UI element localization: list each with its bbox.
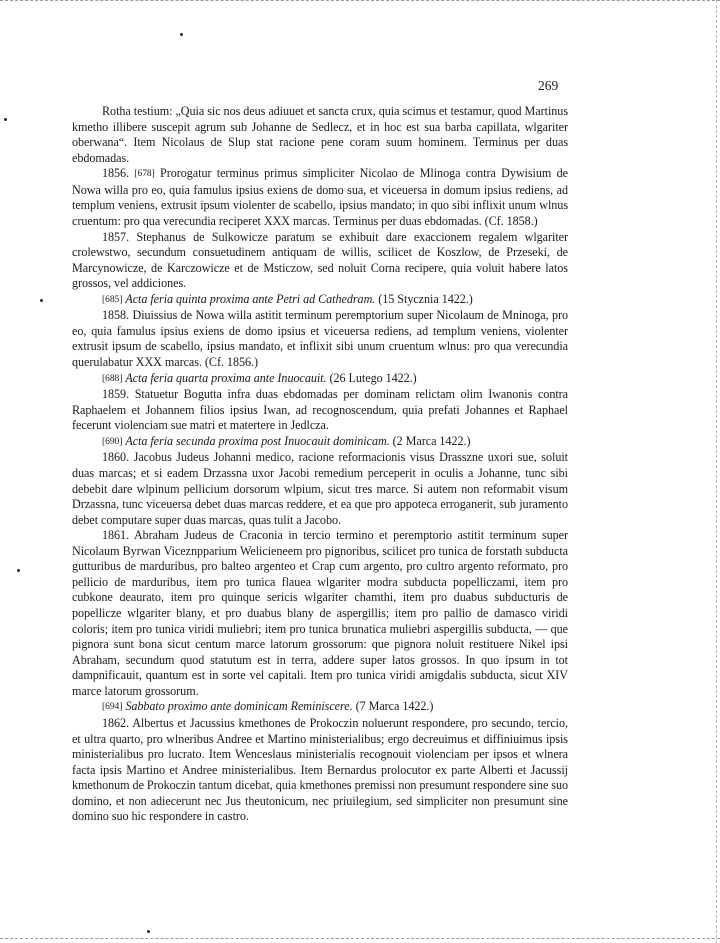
entry-text: Stephanus de Sulkowicze paratum se exhibuit dare exaccionem regalem wlgariter crolewstwo, secundum consuetudinem antiquam de willis, scilicet de Koszlow, de Przeseki, de Marcynowicze, de Karczowicze et de Msticzow, sed noluit Corna recipere, quia voluit habere latos grossos, vel addiciones. [72,229,568,291]
session-heading [72,434,568,451]
session-date: (26 Lutego 1422.) [329,370,417,385]
entry-reference: [678] [134,169,155,180]
entry-text: Jacobus Judeus Johanni medico, racione reformacionis visus Drasszne uxori sue, soluit duas marcas; et si eadem Drzassna uxor Jacobi remedium perceperit in oculis a Johanne, tunc sibi debebit dare wlpinum pellicium dorsorum wlpium, sicut tres marce. Si autem non reformabit visum Drzassna, tunc viceuersa debet duas marcas reddere, et ea que pro appoteca erroganerit, sub juramento debet computare super duas marcas, quas tulit a Jacobo. [72,450,568,527]
session-label: [685] [102,294,123,305]
entry-paragraph [72,308,568,370]
page-number: 269 [538,78,559,93]
entry-paragraph [72,528,568,699]
session-label: [694] [102,702,123,713]
entry-paragraph [72,450,568,528]
session-title: Acta feria quinta proxima ante Petri ad Cathedram. [125,291,376,306]
entry-number: 1861. [102,528,130,543]
entry-paragraph [72,716,568,825]
scan-edge-right [716,0,719,943]
session-label: [688] [102,373,123,384]
entry-number: 1856. [102,166,130,181]
scan-speck [4,118,7,121]
entry-paragraph [72,230,568,292]
entry-text: Diuissius de Nowa willa astitit terminum peremptorium super Nicolaum de Mninoga, pro eo, quia famulus ipsius exiens de domo ipsius et viceuersa rediens, ad templum veniens, violenter extrusit ipsum de scabello, ipsius mandato, et inflixit sibi unum cruentum wlnus: pro qua verecundia querulabatur XXX marcas. (Cf. 1856.) [72,308,568,369]
document-body [72,104,568,825]
scan-speck [17,569,20,572]
session-title: Acta feria quarta proxima ante Inuocauit. [125,370,327,385]
entry-text: Rotha testium: „Quia sic nos deus adiuuet et sancta crux, quia scimus et testamur, quod Martinus kmetho illibere suscepit agrum sub Johanne de Sedlecz, et in hoc est sua barba capillata, wlgariter oberwana“. Item Nicolaus de Slup stat racione pene coram suum hominem. Terminus per duas ebdomadas. [72,104,568,165]
session-date: (7 Marca 1422.) [355,699,434,714]
entry-paragraph [72,166,568,229]
session-heading [72,371,568,388]
entry-number: 1862. [102,715,130,730]
scan-edge-top [0,0,720,3]
entry-text: Prorogatur terminus primus simpliciter Nicolao de Mlinoga contra Dywisium de Nowa willa pro eo, quia famulus ipsius exiens de domo sua, et viceuersa in domum ipsius rediens, ad templum veniens, extrusit ipsum violenter de scabello, ipsius mandato; in quo sibi inflixit unum wlnus cruentum: pro qua verecundia reciperet XXX marcas. Terminus per duas ebdomadas. (Cf. 1858.) [72,166,568,228]
entry-number: 1857. [102,229,130,244]
entry-number: 1859. [102,387,130,402]
scan-speck [180,33,183,36]
entry-text: Albertus et Jacussius kmethones de Prokoczin noluerunt respondere, pro secundo, tercio, et ultra quarto, pro wlneribus Andree et Martino ministerialibus; ergo decreuimus et diffiniuimus ipsis ministerialibus pro lucrato. Item Wenceslaus ministerialis recognouit violenciam per ipsos et wlnera facta ipsis Martino et Andree ministerialibus. Item Bernardus prolocutor ex parte Alberti et Jacussij kmethonum de Prokoczin tantum dicebat, quia kmethones premissi non presumunt respondere sine suo domino, et non adiecerunt nec Jus theutonicum, nec priuilegium, sed simpliciter non presumunt sine domino suo hic respondere in castro. [72,715,568,824]
scan-speck [40,299,43,302]
entry-text: Statuetur Bogutta infra duas ebdomadas per dominam relictam olim Iwanonis contra Raphaelem et Johannem filios ipsius Iwan, ad recognoscendum, quia prefati Johannes et Raphael fecerunt violenciam sue matri et matertere in Jedlcza. [72,387,568,433]
entry-text: Abraham Judeus de Craconia in tercio termino et peremptorio astitit terminum super Nicolaum Byrwan Viceznpparium Welicieneem pro pignoribus, scilicet pro tunica de forstath subducta gutturibus de marduribus, pro balteo argenteo et Crap cum argento, pro cultro argento reformato, pro pellicio de marduribus, item pro tunica flauea wlgariter modra subducta popelliczami, item pro cubkone deaurato, item pro quinque sericis wlgariter chamthi, item pro duabus subducturis de popellicze wlgariter blany, et pro duabus blany de aspergillis; item pro pallio de damasco viridi coloris; item pro tunica viridi muliebri; item pro tunica brunatica muliebri aspergillis subducta, — que pignora sunt bona sicut centum marce latorum grossorum: que pignora noluit restituere Nikel ipsi Abraham, secundum quod statutum est in terra, addere super latos grossos. In quo ipsum in tot dampnificauit, quantum est in sorte vel capitali. Item pro tunica viridi amigdalis subducta, sicut XIV marce latorum grossorum. [72,528,568,698]
session-title: Sabbato proximo ante dominicam Reminiscere. [125,699,353,714]
scan-edge-bottom [0,938,720,941]
session-heading [72,699,568,716]
entry-number: 1858. [102,308,130,323]
entry-paragraph [72,104,568,166]
session-label: [690] [102,436,123,447]
session-title: Acta feria secunda proxima post Inuocauit dominicam. [125,433,390,448]
scan-speck [147,930,150,933]
session-heading [72,292,568,309]
entry-number: 1860. [102,450,130,465]
session-date: (2 Marca 1422.) [392,433,471,448]
entry-paragraph [72,387,568,434]
session-date: (15 Stycznia 1422.) [378,291,473,306]
